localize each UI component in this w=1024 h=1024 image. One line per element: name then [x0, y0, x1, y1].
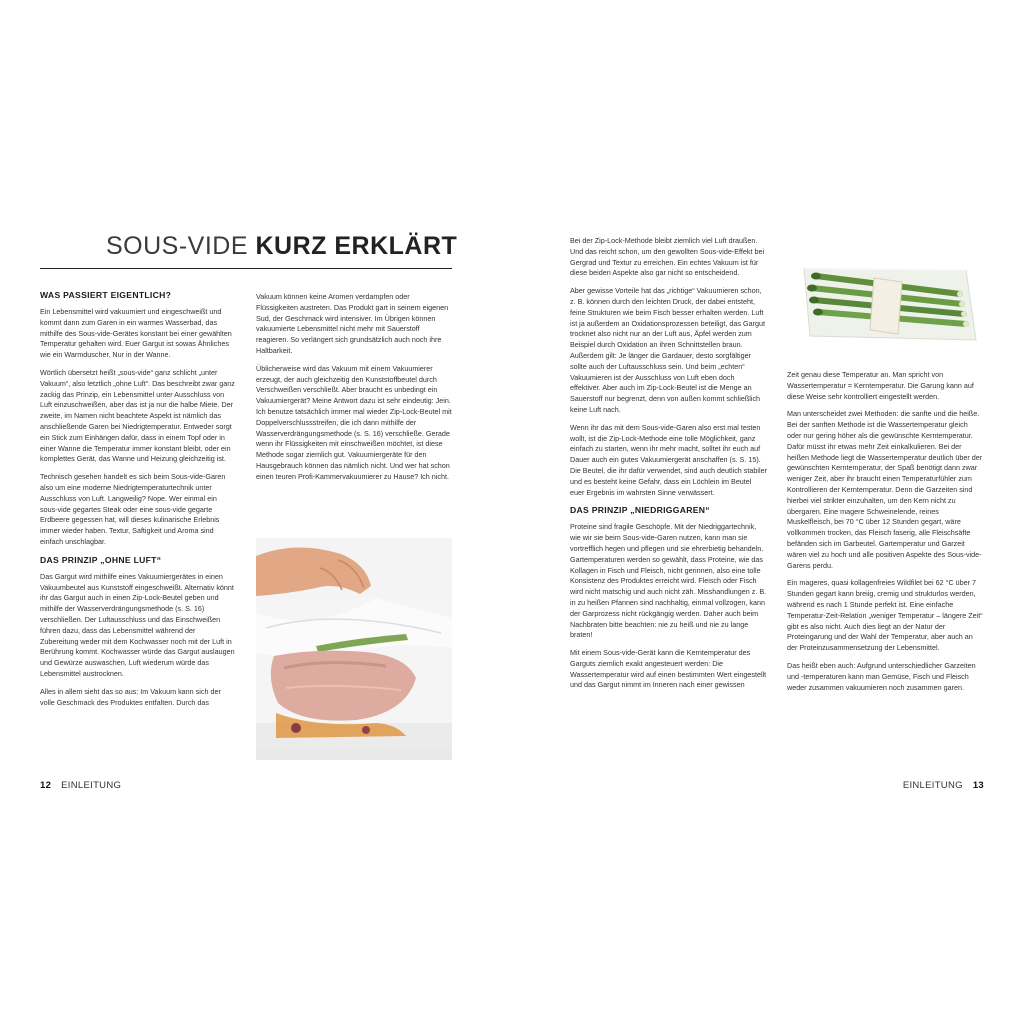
- paragraph: Proteine sind fragile Geschöpfe. Mit der Niedriggartechnik, wie wir sie beim Sous-vide-Garen nutzen, kann man sie vortrefflich hegen und pflegen und sie ehrerbietig behandeln. Gartemperaturen werden so gewählt, dass Proteine, wie das Kollagen in Fisch und Fleisch, nicht gerinnen, also eine tolle Konsistenz des Produktes erreicht wird. Fleisch oder Fisch wird nicht matschig und auch nicht zäh. Misshandlungen z. B. in zu heißen Pfannen sind nachhaltig, einmal vollzogen, kann der Garprozess nicht rückgängig werden. Daher auch beim Nachbraten bitte beachten: nie zu heiß und nie zu lange braten!: [570, 522, 767, 640]
- heading-was-passiert: WAS PASSIERT EIGENTLICH?: [40, 290, 172, 300]
- paragraph: Zeit genau diese Temperatur an. Man spricht von Wassertemperatur = Kerntemperatur. Die Garung kann auf diese Weise sehr kontrolliert eingestellt werden.: [787, 370, 974, 401]
- column-4: [787, 370, 983, 700]
- paragraph: Das Gargut wird mithilfe eines Vakuumiergerätes in einen Vakuumbeutel aus Kunststoff eingeschweißt. Alternativ könnt ihr das Gargut auch in einen Zip-Lock-Beutel geben und mithilfe der Wasserverdrängungsmethode (s. S. 16) verschließen. Der Luftausschluss und das Einschweißen führen dazu, dass das Lebensmittel während der Zubereitung weder mit dem Kochwasser noch mit der Luft in Berührung kommt. Kochwasser würde das Gargut auslaugen und Gewürze auswaschen, Luft wiederum würde das Lebensmittel austrocknen.: [40, 571, 235, 678]
- column-3: [570, 236, 767, 698]
- page-folio-left: [40, 780, 121, 791]
- column-2: [256, 292, 452, 490]
- paragraph: Üblicherweise wird das Vakuum mit einem Vakuumierer erzeugt, der auch gleichzeitig den Kunststoffbeutel durch Verschweißen verschließt. Aber braucht es unbedingt ein Vakuumiergerät? Meine Antwort dazu ist sehr eindeutig: Jein. Ich benutze tatsächlich immer mal wieder Zip-Lock-Beutel mit Doppelverschlussstreifen, die ich dann mithilfe der Wasserverdrängungsmethode (s. S. 16) verschließe. Gerade wenn ihr Flüssigkeiten mit einschweißen möchtet, ist diese Methode sogar ziemlich gut. Vakuumiergeräte für den Hausgebrauch können das nämlich nicht. Und wer hat schon einen teuren Profi-Kammervakuumierer zu Hause? Ich nicht.: [256, 363, 452, 481]
- paragraph: Ein mageres, quasi kollagenfreies Wildfilet bei 62 °C über 7 Stunden gegart kann breiig, cremig und strukturlos werden, während es nach 1 Stunde perfekt ist. Eine einfache Temperatur-Zeit-Relation „weniger Temperatur – längere Zeit“ gibt es also nicht. Auch dies liegt an der Natur der Proteingarung und der Wahl der Temperatur, aber auch an der Proteinzusammensetzung der Lebensmittel.: [787, 578, 983, 653]
- paragraph: Alles in allem sieht das so aus: Im Vakuum kann sich der volle Geschmack des Produktes entfalten. Durch das: [40, 686, 221, 707]
- paragraph: Technisch gesehen handelt es sich beim Sous-vide-Garen also um eine moderne Niedrigtemperaturtechnik unter Ausschluss von Luft. Langweilig? Nope. Wer einmal ein sous-vide gegartes Steak oder eine sous-vide gegarte Erdbeere gegessen hat, will dieses kulinarische Erlebnis immer wieder haben. Textur, Saftigkeit und Aroma sind einfach unschlagbar.: [40, 472, 226, 546]
- title-bold: KURZ ERKLÄRT: [255, 232, 458, 260]
- page-title: [106, 232, 457, 261]
- section-label-left: EINLEITUNG: [61, 780, 122, 791]
- page-number-left: 12: [40, 780, 52, 791]
- paragraph: Wenn ihr das mit dem Sous-vide-Garen also erst mal testen wollt, ist die Zip-Lock-Methode eine tolle Möglichkeit, ganz einfach zu starten, wenn ihr mehr macht, solltet ihr euch auf Dauer auch ein gutes Vakuumiergerät anschaffen (s. S. 15). Die Beutel, die ihr dafür verwendet, sind auch deutlich stabiler und es besteht keine Gefahr, dass ein Löchlein im Beutel euer Ergebnis im wahrsten Sinne verwässert.: [570, 422, 767, 497]
- paragraph: Aber gewisse Vorteile hat das „richtige“ Vakuumieren schon, z. B. können durch den leichten Druck, der dabei entsteht, feine Strukturen wie beim Fisch besser erhalten werden. Luft ist ja außerdem an Oxidationsprozessen beteiligt, das Gargut trocknet also nicht nur an der Luft aus, Äpfel werden zum Beispiel durch Oxidation an ihren Schnittstellen braun. Außerdem gilt: Je länger die Gardauer, desto sorgfältiger sollte auch der Luftausschluss sein. Und beim „echten“ Vakuumieren ist der Ausschluss von Luft eben doch effektiver. Aber auch im Zip-Lock-Beutel ist die Menge an Sauerstoff nur begrenzt, denn von außen kommt schließlich keine Luft nach.: [570, 286, 765, 414]
- paragraph: Mit einem Sous-vide-Gerät kann die Kerntemperatur des Garguts ziemlich exakt angesteuert werden: Die Wassertemperatur wird auf einen bestimmten Wert eingestellt und das Gargut nimmt im Inneren nach einer gewissen: [570, 648, 767, 690]
- title-light: SOUS-VIDE: [106, 232, 256, 260]
- column-1: [40, 290, 235, 715]
- paragraph: Das heißt eben auch: Aufgrund unterschiedlicher Garzeiten und -temperaturen kann man Gemüse, Fisch und Fleisch weder zusammen vakuumieren noch zusammen garen.: [787, 660, 976, 692]
- heading-ohne-luft: DAS PRINZIP „OHNE LUFT“: [40, 554, 162, 565]
- paragraph: Vakuum können keine Aromen verdampfen oder Flüssigkeiten austreten. Das Produkt gart in seinem eigenen Sud, der Geschmack wird intensiver. Im Übrigen können vakuumierte Lebensmittel nicht mehr mit Sauerstoff reagieren. So verlängert sich grundsätzlich auch noch ihre Haltbarkeit.: [256, 292, 449, 355]
- paragraph: Wörtlich übersetzt heißt „sous-vide“ ganz schlicht „unter Vakuum“, also letztlich „ohne Luft“. Das beschreibt zwar ganz zackig das Prinzip, ein Lebensmittel unter Ausschluss von Luft einzuschweißen, aber das ist ja nur die halbe Miete. Der zweite, im Namen nicht beachtete Aspekt ist nämlich das anschließende Garen bei Niedrigtemperatur. Entweder sorgt ein Stick zum Einhängen dafür, dass in einem Topf oder in einer Wanne die Temperatur immer konstant bleibt, oder ein komplettes Gerät, das Wanne und Heizung gleichzeitig ist.: [40, 367, 235, 464]
- heading-niedriggaren: DAS PRINZIP „NIEDRIGGAREN“: [570, 505, 710, 516]
- section-label-right: EINLEITUNG: [902, 780, 963, 791]
- title-rule: [40, 268, 452, 269]
- paragraph: Man unterscheidet zwei Methoden: die sanfte und die heiße. Bei der sanften Methode ist die Wassertemperatur gleich oder nur gering höher als die gewünschte Kerntemperatur. Dafür müsst ihr etwas mehr Zeit einkalkulieren. Bei der heißen Methode liegt die Wassertemperatur deutlich über der gewünschten Kerntemperatur, der Spaß benötigt dann zwar weniger Zeit, aber ihr braucht einen Temperaturfühler zum Kontrollieren der Kerntemperatur. Denn die Garzeiten sind hierbei viel strikter einzuhalten, um den Kern nicht zu übergaren. Eine magere Schweinelende, reines Muskelfleisch, bei 70 °C über 12 Stunden gegart, wäre vollkommen trocken, das Fleisch faserig, alle Fleischsäfte befänden sich im Garbeutel. Gartemperatur und Garzeit wären viel zu hoch und alle positiven Aspekte des Sous-vide-Garens perdu.: [787, 409, 983, 570]
- paragraph: Ein Lebensmittel wird vakuumiert und eingeschweißt und kommt dann zum Garen in ein warmes Wasserbad, das mithilfe des Sous-vide-Gerätes konstant bei einer gewählten Temperatur gehalten wird. Euer Gargut ist sowas Ähnliches wie ein Warmduscher. Nur in der Wanne.: [40, 307, 232, 360]
- page-number-right: 13: [972, 780, 984, 791]
- page-folio-right: [903, 780, 984, 791]
- photo-meat-in-bag: [256, 538, 452, 760]
- photo-asparagus-bag: [790, 240, 984, 360]
- paragraph: Bei der Zip-Lock-Methode bleibt ziemlich viel Luft draußen. Und das reicht schon, um den gewollten Sous-vide-Effekt bei Gergrad und Textur zu erreichen. Ein echtes Vakuum ist für diese beiden Aspekte also gar nicht so entscheidend.: [570, 236, 765, 278]
